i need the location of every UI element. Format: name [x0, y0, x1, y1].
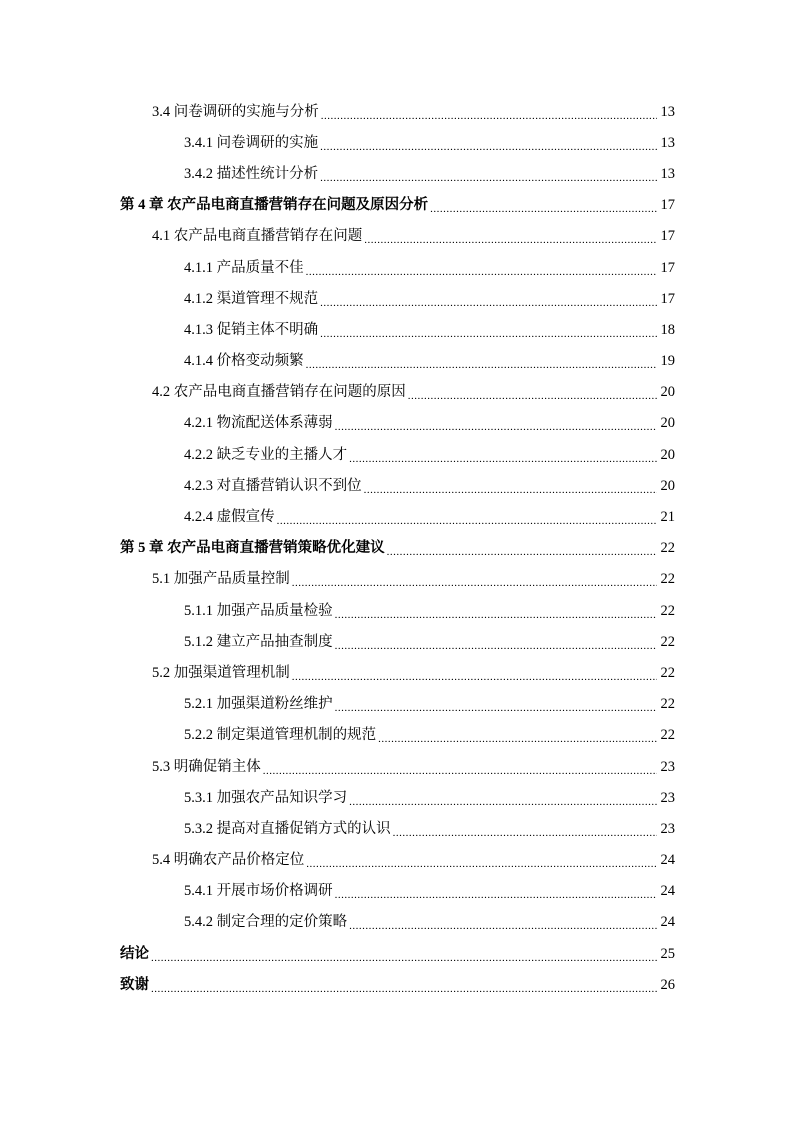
toc-entry-page-number: 25: [660, 945, 675, 962]
toc-entry-title: 第 5 章 农产品电商直播营销策略优化建议: [120, 540, 385, 557]
toc-entry-title: 致谢: [120, 976, 149, 993]
toc-entry-title: 结论: [120, 945, 149, 962]
toc-entry-page-number: 13: [660, 134, 675, 151]
toc-entry[interactable]: [0, 907, 793, 938]
toc-entry-page-number: 20: [660, 446, 675, 463]
toc-entry-title: 4.2 农产品电商直播营销存在问题的原因: [152, 384, 406, 401]
toc-dot-leader: [320, 169, 657, 187]
toc-entry[interactable]: [0, 470, 793, 501]
toc-entry-title: 4.1.4 价格变动频繁: [184, 353, 304, 370]
toc-entry-title: 4.1.3 促销主体不明确: [184, 321, 319, 338]
toc-entry-page-number: 20: [660, 477, 675, 494]
toc-entry-page-number: 22: [660, 540, 675, 557]
toc-entry[interactable]: [0, 190, 793, 221]
toc-entry-page-number: 22: [660, 696, 675, 713]
toc-entry-title: 5.3 明确促销主体: [152, 758, 261, 775]
toc-entry-page-number: 13: [660, 103, 675, 120]
toc-entry-title: 4.1 农产品电商直播营销存在问题: [152, 228, 363, 245]
toc-entry-page-number: 17: [660, 290, 675, 307]
toc-entry[interactable]: [0, 595, 793, 626]
toc-dot-leader: [387, 543, 657, 561]
toc-dot-leader: [263, 762, 657, 780]
toc-entry-title: 3.4.1 问卷调研的实施: [184, 134, 319, 151]
toc-entry-title: 5.1 加强产品质量控制: [152, 571, 290, 588]
toc-dot-leader: [408, 387, 657, 405]
toc-dot-leader: [378, 730, 657, 748]
toc-dot-leader: [320, 325, 657, 343]
toc-dot-leader: [151, 949, 657, 967]
toc-entry[interactable]: [0, 720, 793, 751]
toc-entry[interactable]: [0, 221, 793, 252]
toc-entry-page-number: 13: [660, 165, 675, 182]
toc-entry[interactable]: [0, 845, 793, 876]
toc-dot-leader: [349, 793, 657, 811]
toc-entry-page-number: 24: [660, 852, 675, 869]
toc-entry[interactable]: [0, 501, 793, 532]
toc-entry-page-number: 23: [660, 758, 675, 775]
toc-entry-page-number: 22: [660, 571, 675, 588]
toc-entry[interactable]: [0, 751, 793, 782]
toc-entry-title: 3.4.2 描述性统计分析: [184, 165, 319, 182]
toc-entry[interactable]: [0, 127, 793, 158]
toc-dot-leader: [335, 886, 657, 904]
toc-entry-title: 5.1.2 建立产品抽查制度: [184, 633, 333, 650]
toc-entry-title: 5.3.2 提高对直播促销方式的认识: [184, 820, 391, 837]
toc-entry-title: 5.4 明确农产品价格定位: [152, 852, 305, 869]
toc-dot-leader: [349, 917, 657, 935]
toc-entry[interactable]: [0, 252, 793, 283]
toc-dot-leader: [277, 512, 657, 530]
toc-entry-page-number: 24: [660, 914, 675, 931]
toc-entry[interactable]: [0, 314, 793, 345]
toc-entry-page-number: 17: [660, 259, 675, 276]
toc-dot-leader: [306, 263, 657, 281]
toc-entry-title: 4.1.2 渠道管理不规范: [184, 290, 319, 307]
toc-dot-leader: [306, 356, 657, 374]
toc-dot-leader: [335, 418, 657, 436]
toc-entry[interactable]: [0, 969, 793, 1000]
toc-entry-title: 3.4 问卷调研的实施与分析: [152, 103, 319, 120]
table-of-contents: [0, 96, 793, 1000]
toc-entry-page-number: 19: [660, 353, 675, 370]
toc-dot-leader: [321, 107, 657, 125]
toc-entry[interactable]: [0, 782, 793, 813]
toc-entry[interactable]: [0, 564, 793, 595]
toc-entry-page-number: 22: [660, 664, 675, 681]
toc-dot-leader: [306, 855, 657, 873]
toc-entry-page-number: 18: [660, 321, 675, 338]
toc-dot-leader: [393, 824, 657, 842]
toc-entry-title: 4.2.1 物流配送体系薄弱: [184, 415, 333, 432]
toc-entry-title: 第 4 章 农产品电商直播营销存在问题及原因分析: [120, 197, 429, 214]
toc-entry[interactable]: [0, 813, 793, 844]
toc-entry-page-number: 26: [660, 976, 675, 993]
toc-dot-leader: [430, 200, 657, 218]
toc-entry-title: 4.2.2 缺乏专业的主播人才: [184, 446, 348, 463]
toc-entry-title: 5.1.1 加强产品质量检验: [184, 602, 333, 619]
toc-dot-leader: [364, 231, 657, 249]
toc-entry[interactable]: [0, 158, 793, 189]
toc-entry-page-number: 20: [660, 415, 675, 432]
toc-dot-leader: [335, 606, 657, 624]
toc-entry[interactable]: [0, 657, 793, 688]
toc-dot-leader: [364, 481, 657, 499]
toc-entry[interactable]: [0, 938, 793, 969]
toc-entry[interactable]: [0, 283, 793, 314]
toc-entry-title: 5.4.1 开展市场价格调研: [184, 883, 333, 900]
toc-entry-title: 5.2 加强渠道管理机制: [152, 664, 290, 681]
toc-dot-leader: [292, 574, 657, 592]
toc-entry-title: 4.2.4 虚假宣传: [184, 509, 275, 526]
toc-entry-page-number: 22: [660, 727, 675, 744]
toc-entry[interactable]: [0, 533, 793, 564]
toc-entry-page-number: 22: [660, 633, 675, 650]
toc-dot-leader: [151, 980, 657, 998]
toc-entry-page-number: 17: [660, 228, 675, 245]
toc-entry-page-number: 20: [660, 384, 675, 401]
toc-entry[interactable]: [0, 689, 793, 720]
toc-dot-leader: [292, 668, 657, 686]
toc-entry-page-number: 22: [660, 602, 675, 619]
toc-dot-leader: [320, 138, 657, 156]
toc-entry-page-number: 23: [660, 789, 675, 806]
toc-entry-page-number: 21: [660, 509, 675, 526]
toc-entry-title: 4.2.3 对直播营销认识不到位: [184, 477, 362, 494]
toc-entry[interactable]: [0, 96, 793, 127]
toc-dot-leader: [335, 637, 657, 655]
toc-dot-leader: [349, 450, 657, 468]
toc-entry-title: 5.3.1 加强农产品知识学习: [184, 789, 348, 806]
toc-entry[interactable]: [0, 626, 793, 657]
toc-entry-title: 5.2.1 加强渠道粉丝维护: [184, 696, 333, 713]
toc-entry[interactable]: [0, 346, 793, 377]
toc-entry[interactable]: [0, 408, 793, 439]
toc-dot-leader: [335, 699, 657, 717]
toc-entry-title: 4.1.1 产品质量不佳: [184, 259, 304, 276]
toc-entry[interactable]: [0, 876, 793, 907]
toc-entry-page-number: 24: [660, 883, 675, 900]
toc-entry-page-number: 23: [660, 820, 675, 837]
toc-entry-page-number: 17: [660, 197, 675, 214]
toc-entry[interactable]: [0, 377, 793, 408]
toc-entry-title: 5.2.2 制定渠道管理机制的规范: [184, 727, 377, 744]
toc-dot-leader: [320, 294, 657, 312]
toc-entry-title: 5.4.2 制定合理的定价策略: [184, 914, 348, 931]
toc-entry[interactable]: [0, 439, 793, 470]
